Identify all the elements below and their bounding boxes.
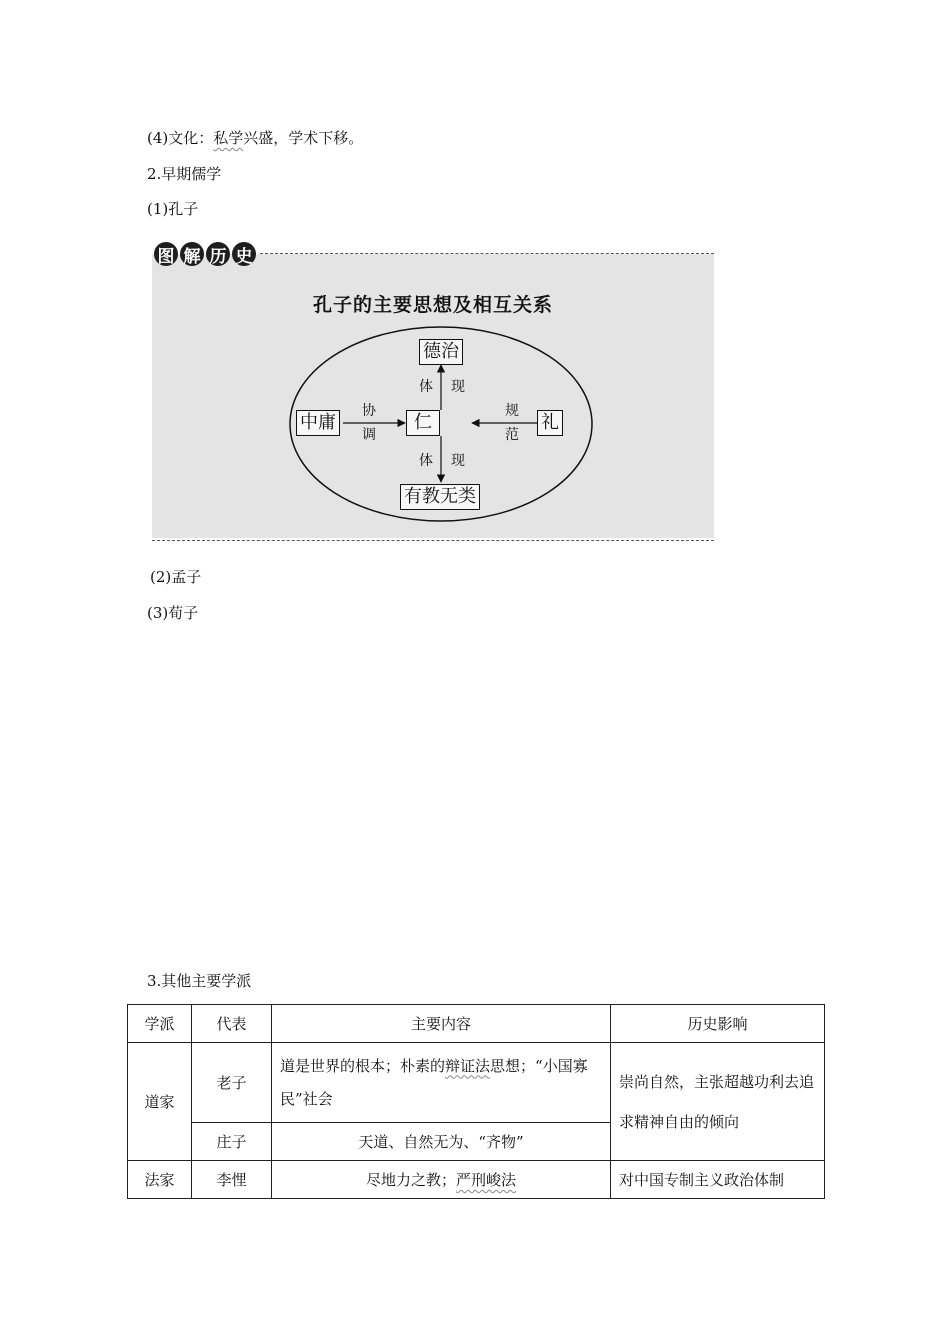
node-dezhi: 德治 <box>419 339 463 365</box>
content-emphasis: 辩证法 <box>445 1056 491 1075</box>
content-text: 道是世界的根本；朴素的 <box>280 1056 446 1075</box>
node-youjiaowulei: 有教无类 <box>400 484 480 510</box>
edge-label-top-a: 体 <box>419 379 433 395</box>
edge-label-right-b: 范 <box>505 427 519 443</box>
banner-char: 历 <box>206 242 230 266</box>
node-zhongyong: 中庸 <box>296 410 340 436</box>
edge-label-left-b: 调 <box>362 427 376 443</box>
table-header-cell: 主要内容 <box>272 1005 611 1043</box>
table-header-row <box>128 1005 825 1043</box>
subheading-confucius: (1)孔子 <box>147 200 199 218</box>
figure-title: 孔子的主要思想及相互关系 <box>312 294 553 316</box>
table-row <box>128 1043 825 1123</box>
edge-label-top-b: 现 <box>451 379 465 395</box>
content-cell-likui <box>272 1161 611 1199</box>
edge-label-left-a: 协 <box>362 403 376 419</box>
banner-char: 史 <box>232 242 256 266</box>
banner-char: 解 <box>180 242 204 266</box>
edge-label-bottom-b: 现 <box>451 453 465 469</box>
section-heading-other-schools: 3.其他主要学派 <box>147 972 252 990</box>
table-header-cell: 代表 <box>192 1005 272 1043</box>
node-ren: 仁 <box>406 410 440 436</box>
table-row <box>128 1161 825 1199</box>
table-header-cell: 学派 <box>128 1005 192 1043</box>
culture-line <box>147 128 363 148</box>
banner-char: 图 <box>154 242 178 266</box>
rep-cell-laozi: 老子 <box>192 1043 272 1123</box>
culture-prefix: (4)文化： <box>147 129 214 147</box>
culture-rest: 兴盛，学术下移。 <box>243 129 364 147</box>
subheading-xunzi: (3)荀子 <box>147 604 199 622</box>
content-cell-zhuangzi: 天道、自然无为、“齐物” <box>272 1123 611 1161</box>
content-text: 思想；“小国寡民”社会 <box>280 1056 588 1108</box>
subheading-mencius: (2)孟子 <box>150 568 202 586</box>
confucius-diagram-figure <box>148 240 718 546</box>
content-emphasis: 严刑峻法 <box>456 1171 517 1189</box>
edge-label-right-a: 规 <box>505 403 519 419</box>
edge-label-bottom-a: 体 <box>419 453 433 469</box>
school-cell-daojia: 道家 <box>128 1043 192 1161</box>
impact-cell-daojia: 崇尚自然，主张超越功利去追求精神自由的倾向 <box>611 1043 825 1161</box>
impact-cell-fajia: 对中国专制主义政治体制 <box>611 1161 825 1199</box>
table-header-cell: 历史影响 <box>611 1005 825 1043</box>
content-cell-laozi <box>272 1043 611 1123</box>
school-cell-fajia: 法家 <box>128 1161 192 1199</box>
rep-cell-likui: 李悝 <box>192 1161 272 1199</box>
schools-table <box>127 1004 825 1199</box>
culture-emphasis: 私学 <box>213 129 244 147</box>
node-li: 礼 <box>537 410 563 436</box>
rep-cell-zhuangzi: 庄子 <box>192 1123 272 1161</box>
content-text: 尽地力之教； <box>365 1171 456 1189</box>
section-heading-early-confucianism: 2.早期儒学 <box>147 165 222 183</box>
